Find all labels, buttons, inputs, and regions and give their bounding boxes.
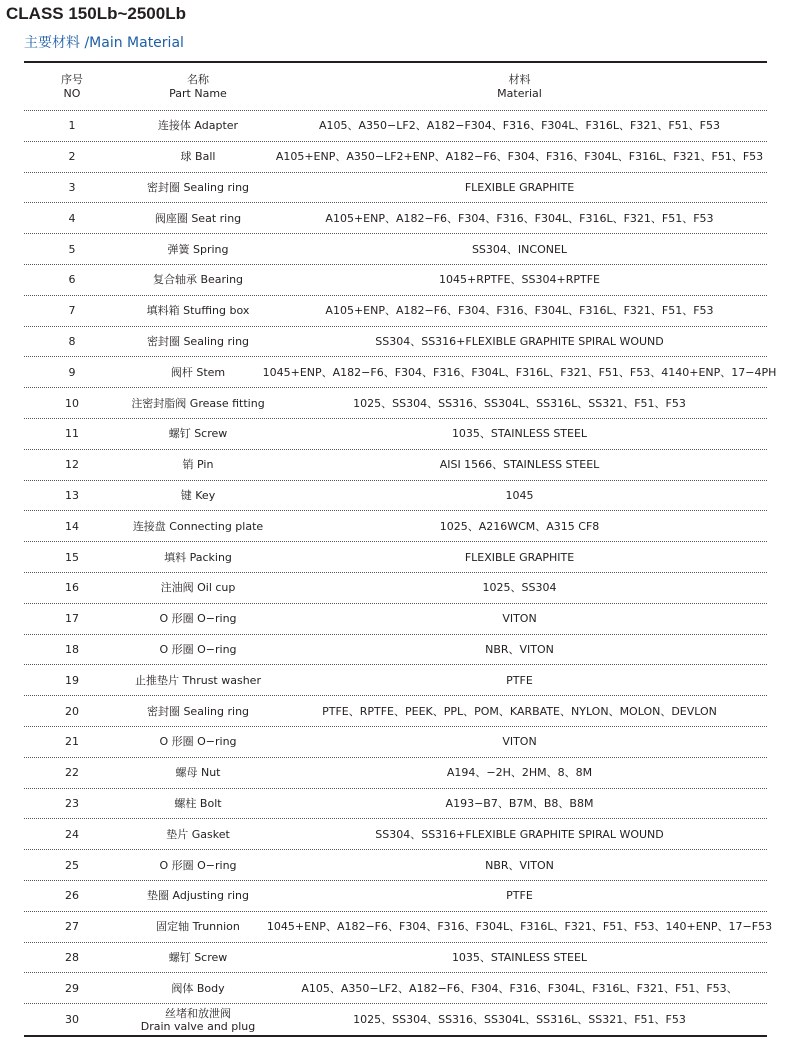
row-number: 2 — [68, 150, 76, 164]
row-number: 1 — [68, 119, 76, 133]
row-number: 5 — [68, 242, 76, 256]
table-row — [24, 912, 773, 943]
row-part-name: 注油阀 Oil cup — [160, 581, 236, 595]
table-row — [24, 173, 767, 204]
row-part-name: 螺钉 Screw — [168, 950, 228, 964]
table-body — [24, 111, 777, 1035]
row-number: 30 — [65, 1013, 79, 1026]
row-number: 8 — [68, 334, 76, 348]
row-part-name-en: Drain valve and plug — [140, 1019, 256, 1033]
table-row — [24, 1004, 767, 1035]
row-material: VITON — [502, 735, 537, 749]
row-material: 1045+ENP、A182−F6、F304、F316、F304L、F316L、F321、F51、F53、4140+ENP、17−4PH — [262, 365, 777, 379]
row-part-name: 键 Key — [180, 488, 216, 502]
row-part-name: O 形圈 O−ring — [159, 642, 237, 656]
table-row — [24, 604, 767, 635]
materials-table — [24, 63, 777, 1035]
page-title: CLASS 150Lb~2500Lb — [6, 4, 186, 23]
table-row — [24, 758, 767, 789]
row-material: A105+ENP、A182−F6、F304、F316、F304L、F316L、F321、F51、F53 — [325, 211, 714, 225]
header-material-en: Material — [497, 87, 542, 100]
row-number: 22 — [65, 766, 79, 780]
row-part-name-cn: 丝堵和放泄阀 — [165, 1006, 231, 1020]
table-row — [24, 388, 767, 419]
row-part-name: 止推垫片 Thrust washer — [135, 673, 261, 687]
table-row — [24, 450, 767, 481]
row-material: A105、A350−LF2、A182−F6、F304、F316、F304L、F316L、F321、F51、F53、 — [301, 981, 738, 995]
row-number: 18 — [65, 642, 79, 656]
row-material: NBR、VITON — [485, 858, 554, 872]
row-number: 25 — [65, 858, 79, 872]
row-material: VITON — [502, 612, 537, 626]
row-material: 1025、SS304、SS316、SS304L、SS316L、SS321、F51、F53 — [353, 396, 686, 410]
row-part-name: 螺钉 Screw — [168, 427, 228, 441]
row-part-name: 阀体 Body — [171, 981, 225, 995]
row-part-name: 复合轴承 Bearing — [152, 273, 244, 287]
table-row — [24, 296, 767, 327]
row-number: 29 — [65, 981, 79, 995]
row-part-name: 填料 Packing — [164, 550, 232, 564]
row-number: 20 — [65, 704, 79, 718]
header-no-cn: 序号 — [61, 73, 83, 86]
table-row — [24, 111, 767, 142]
row-number: 4 — [68, 211, 76, 225]
row-material: A105+ENP、A182−F6、F304、F316、F304L、F316L、F321、F51、F53 — [325, 304, 714, 318]
header-part-name — [124, 73, 272, 101]
row-material: NBR、VITON — [485, 642, 554, 656]
header-material — [272, 73, 767, 101]
table-bottom-rule — [24, 1035, 767, 1037]
row-number: 28 — [65, 950, 79, 964]
row-number: 14 — [65, 519, 79, 533]
row-material: SS304、INCONEL — [471, 242, 568, 256]
table-row — [24, 142, 767, 173]
row-material: 1045+ENP、A182−F6、F304、F316、F304L、F316L、F321、F51、F53、140+ENP、17−F53 — [266, 920, 773, 934]
row-number: 16 — [65, 581, 79, 595]
row-material: 1045+RPTFE、SS304+RPTFE — [439, 273, 600, 287]
row-material: A194、−2H、2HM、8、8M — [446, 766, 593, 780]
row-number: 11 — [65, 427, 79, 441]
header-no — [24, 73, 120, 101]
table-row — [24, 696, 767, 727]
row-material: 1025、SS304 — [482, 581, 557, 595]
table-row — [24, 881, 767, 912]
table-row — [24, 511, 767, 542]
row-part-name: 弹簧 Spring — [167, 242, 229, 256]
row-number: 27 — [65, 920, 79, 934]
row-part-name: 固定轴 Trunnion — [156, 920, 240, 934]
table-row — [24, 727, 767, 758]
row-material: 1035、STAINLESS STEEL — [451, 950, 588, 964]
row-part-name: 连接盘 Connecting plate — [132, 519, 264, 533]
row-material: PTFE — [506, 889, 533, 903]
table-row — [24, 665, 767, 696]
row-part-name: O 形圈 O−ring — [159, 735, 237, 749]
row-material: SS304、SS316+FLEXIBLE GRAPHITE SPIRAL WOUND — [375, 334, 664, 348]
row-part-name: 阀座圈 Seat ring — [154, 211, 242, 225]
row-material: AISI 1566、STAINLESS STEEL — [439, 458, 600, 472]
section-subtitle: 主要材料 /Main Material — [24, 35, 184, 51]
row-part-name: 螺母 Nut — [175, 766, 221, 780]
row-part-name: 阀杆 Stem — [170, 365, 226, 379]
row-number: 9 — [68, 365, 76, 379]
table-row — [24, 973, 767, 1004]
row-part-name: 球 Ball — [180, 150, 216, 164]
row-part-name: 密封圈 Sealing ring — [146, 180, 250, 194]
table-row — [24, 265, 767, 296]
header-part-en: Part Name — [169, 87, 227, 100]
table-header — [24, 63, 767, 111]
table-row — [24, 573, 767, 604]
row-number: 6 — [68, 273, 76, 287]
row-number: 23 — [65, 796, 79, 810]
row-part-name: 销 Pin — [182, 458, 214, 472]
row-number: 26 — [65, 889, 79, 903]
table-row — [24, 234, 767, 265]
row-number: 15 — [65, 550, 79, 564]
table-row — [24, 542, 767, 573]
row-part-name: 填料箱 Stuffing box — [146, 304, 250, 318]
table-row — [24, 327, 767, 358]
header-material-cn: 材料 — [508, 73, 531, 86]
row-number: 13 — [65, 488, 79, 502]
row-part-name: 螺柱 Bolt — [174, 796, 222, 810]
row-number: 21 — [65, 735, 79, 749]
row-number: 19 — [65, 673, 79, 687]
row-material: 1025、A216WCM、A315 CF8 — [439, 519, 600, 533]
table-row — [24, 819, 767, 850]
row-number: 7 — [68, 304, 76, 318]
row-number: 10 — [65, 396, 79, 410]
row-material: 1025、SS304、SS316、SS304L、SS316L、SS321、F51、F53 — [353, 1013, 686, 1026]
row-part-name: 垫片 Gasket — [166, 827, 230, 841]
row-number: 3 — [68, 180, 76, 194]
row-material: PTFE、RPTFE、PEEK、PPL、POM、KARBATE、NYLON、MOLON、DEVLON — [322, 704, 717, 718]
row-part-name: 连接体 Adapter — [157, 119, 239, 133]
row-number: 12 — [65, 458, 79, 472]
table-row — [24, 789, 767, 820]
row-number: 24 — [65, 827, 79, 841]
row-part-name: 注密封脂阀 Grease fitting — [131, 396, 265, 410]
row-part-name: 密封圈 Sealing ring — [146, 334, 250, 348]
row-material: PTFE — [506, 673, 533, 687]
row-number: 17 — [65, 612, 79, 626]
row-material: A193−B7、B7M、B8、B8M — [445, 796, 594, 810]
table-row — [24, 203, 767, 234]
row-material: FLEXIBLE GRAPHITE — [464, 550, 575, 564]
table-row — [24, 357, 777, 388]
row-part-name — [124, 1004, 272, 1035]
row-material: 1045 — [505, 488, 534, 502]
header-no-en: NO — [63, 87, 81, 100]
row-material: A105、A350−LF2、A182−F304、F316、F304L、F316L、F321、F51、F53 — [319, 119, 720, 133]
row-part-name: O 形圈 O−ring — [159, 612, 237, 626]
row-material: SS304、SS316+FLEXIBLE GRAPHITE SPIRAL WOUND — [375, 827, 664, 841]
row-part-name: 垫圈 Adjusting ring — [147, 889, 249, 903]
row-material: 1035、STAINLESS STEEL — [451, 427, 588, 441]
table-row — [24, 481, 767, 512]
table-row — [24, 635, 767, 666]
table-row — [24, 943, 767, 974]
table-row — [24, 850, 767, 881]
header-part-cn: 名称 — [187, 73, 209, 86]
row-material: A105+ENP、A350−LF2+ENP、A182−F6、F304、F316、F304L、F316L、F321、F51、F53 — [275, 150, 764, 164]
table-row — [24, 419, 767, 450]
row-material: FLEXIBLE GRAPHITE — [464, 180, 575, 194]
row-part-name: O 形圈 O−ring — [159, 858, 237, 872]
row-part-name: 密封圈 Sealing ring — [146, 704, 250, 718]
